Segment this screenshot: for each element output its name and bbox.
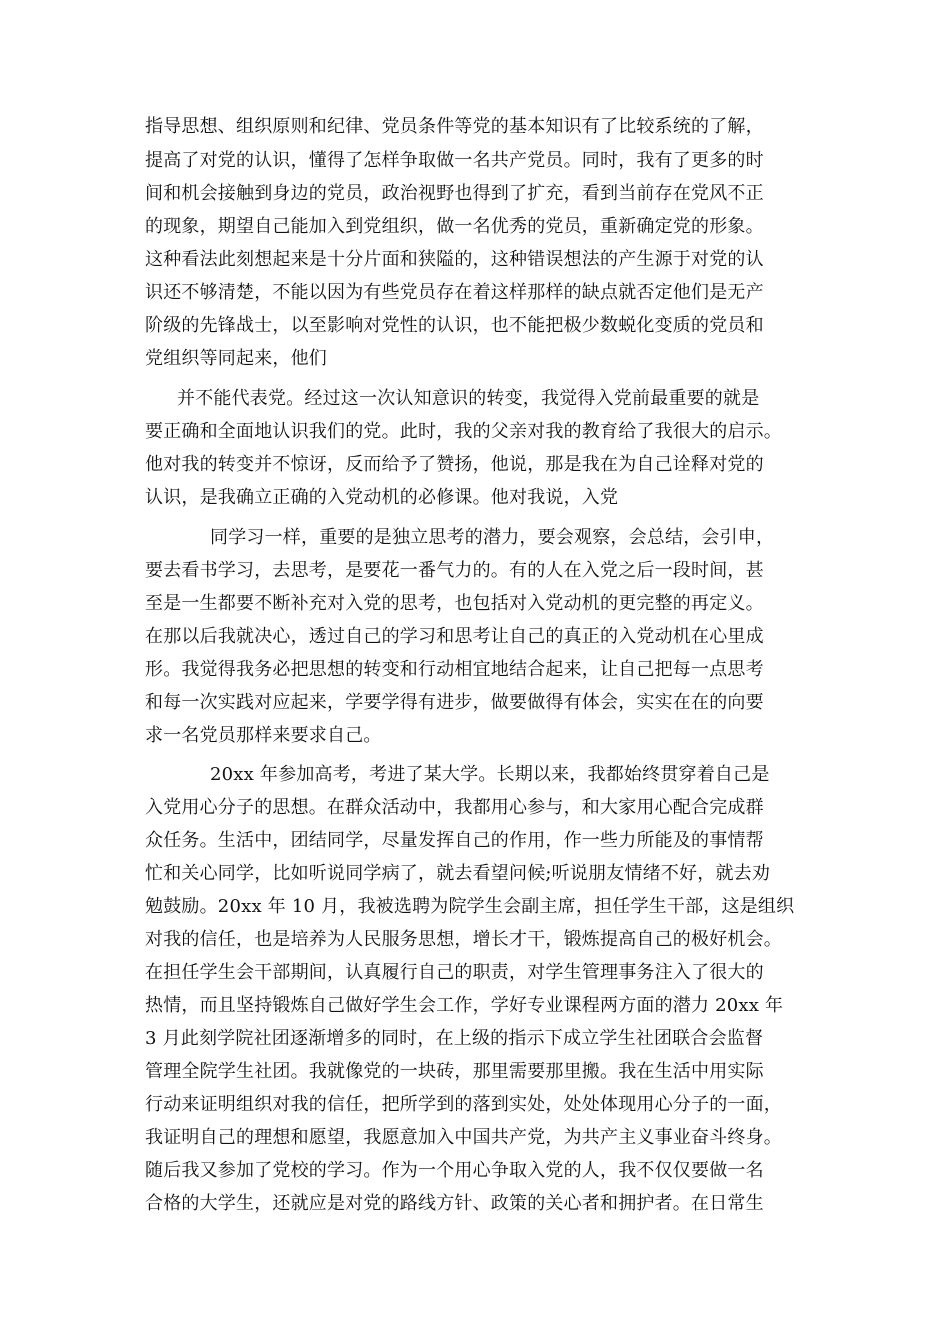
- text-line: 和每一次实践对应起来，学要学得有进步，做要做得有体会，实实在在的向要: [145, 692, 764, 713]
- text-line: 并不能代表党。经过这一次认知意识的转变，我觉得入党前最重要的就是: [177, 388, 760, 409]
- text-line: 的现象，期望自己能加入到党组织，做一名优秀的党员，重新确定党的形象。: [145, 216, 764, 237]
- text-line: 提高了对党的认识，懂得了怎样争取做一名共产党员。同时，我有了更多的时: [145, 150, 764, 171]
- text-line: 入党用心分子的思想。在群众活动中，我都用心参与，和大家用心配合完成群: [145, 797, 764, 818]
- text-line: 勉鼓励。20xx 年 10 月，我被选聘为院学生会副主席，担任学生干部，这是组织: [145, 896, 795, 917]
- text-line: 要去看书学习，去思考，是要花一番气力的。有的人在入党之后一段时间，甚: [145, 560, 764, 581]
- text-line: 形。我觉得我务必把思想的转变和行动相宜地结合起来，让自己把每一点思考: [145, 659, 764, 680]
- text-line: 他对我的转变并不惊讶，反而给予了赞扬，他说，那是我在为自己诠释对党的: [145, 454, 764, 475]
- text-line: 求一名党员那样来要求自己。: [145, 725, 382, 746]
- text-line: 要正确和全面地认识我们的党。此时，我的父亲对我的教育给了我很大的启示。: [145, 421, 782, 442]
- text-line: 合格的大学生，还就应是对党的路线方针、政策的关心者和拥护者。在日常生: [145, 1193, 764, 1214]
- text-line: 在那以后我就决心，透过自己的学习和思考让自己的真正的入党动机在心里成: [145, 626, 764, 647]
- text-line: 管理全院学生社团。我就像党的一块砖，那里需要那里搬。我在生活中用实际: [145, 1061, 764, 1082]
- text-line: 阶级的先锋战士，以至影响对党性的认识，也不能把极少数蜕化变质的党员和: [145, 315, 764, 336]
- text-line: 3 月此刻学院社团逐渐增多的同时，在上级的指示下成立学生社团联合会监督: [145, 1028, 764, 1049]
- text-line: 识还不够清楚，不能以因为有些党员存在着这样那样的缺点就否定他们是无产: [145, 282, 764, 303]
- text-line: 在担任学生会干部期间，认真履行自己的职责，对学生管理事务注入了很大的: [145, 962, 764, 983]
- text-line: 至是一生都要不断补充对入党的思考，也包括对入党动机的更完整的再定义。: [145, 593, 764, 614]
- text-line: 对我的信任，也是培养为人民服务思想，增长才干，锻炼提高自己的极好机会。: [145, 929, 782, 950]
- text-line: 忙和关心同学，比如听说同学病了，就去看望问候;听说朋友情绪不好，就去劝: [145, 863, 771, 884]
- text-line: 认识，是我确立正确的入党动机的必修课。他对我说，入党: [145, 487, 619, 508]
- text-line: 20xx 年参加高考，考进了某大学。长期以来，我都始终贯穿着自己是: [210, 764, 770, 785]
- text-line: 同学习一样，重要的是独立思考的潜力，要会观察，会总结，会引申，: [210, 527, 775, 548]
- text-line: 众任务。生活中，团结同学，尽量发挥自己的作用，作一些力所能及的事情帮: [145, 830, 764, 851]
- text-line: 指导思想、组织原则和纪律、党员条件等党的基本知识有了比较系统的了解，: [145, 116, 764, 137]
- text-line: 随后我又参加了党校的学习。作为一个用心争取入党的人，我不仅仅要做一名: [145, 1160, 764, 1181]
- text-line: 热情，而且坚持锻炼自己做好学生会工作，学好专业课程两方面的潜力 20xx 年: [145, 995, 784, 1016]
- text-line: 这种看法此刻想起来是十分片面和狭隘的，这种错误想法的产生源于对党的认: [145, 249, 764, 270]
- text-line: 间和机会接触到身边的党员，政治视野也得到了扩充，看到当前存在党风不正: [145, 183, 764, 204]
- text-line: 行动来证明组织对我的信任，把所学到的落到实处，处处体现用心分子的一面，: [145, 1094, 782, 1115]
- text-line: 我证明自己的理想和愿望，我愿意加入中国共产党，为共产主义事业奋斗终身。: [145, 1127, 782, 1148]
- text-line: 党组织等同起来，他们: [145, 348, 327, 369]
